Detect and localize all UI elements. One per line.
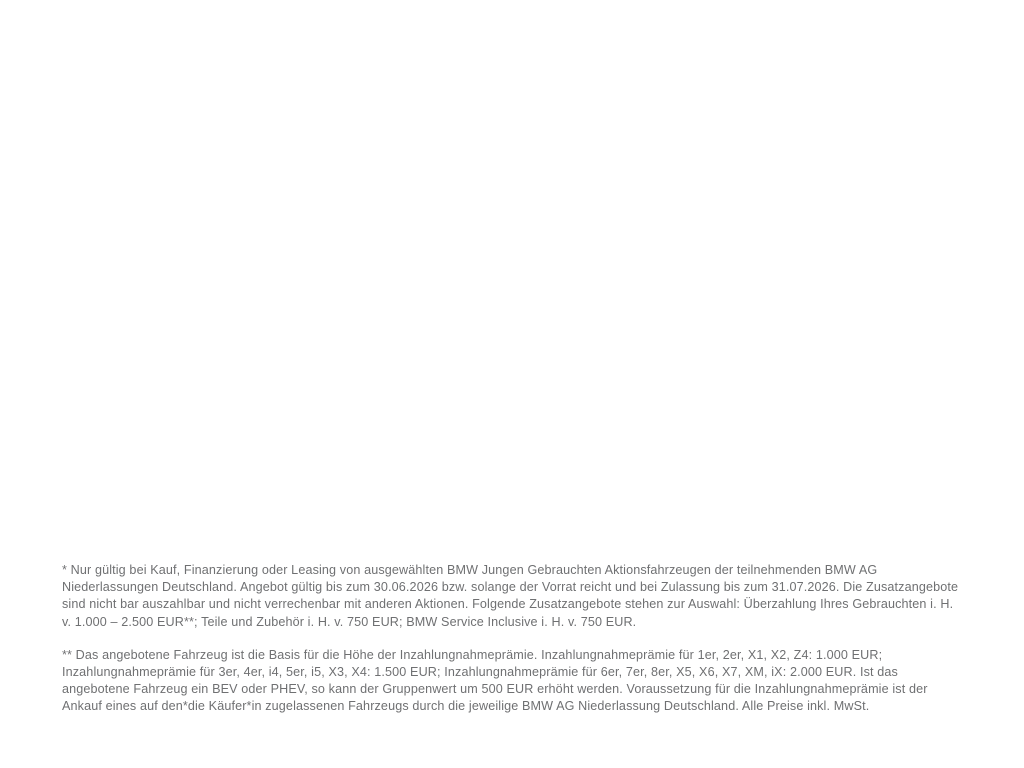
legal-footnote-double-asterisk: ** Das angebotene Fahrzeug ist die Basis für die Höhe der Inzahlungnahmeprämie. Inzahlungnahmeprämie für 1er, 2er, X1, X2, Z4: 1.000 EUR; Inzahlungnahmeprämie für 3er, 4er, i4, 5er, i5, X3, X4: 1.500 EUR; Inzahlungnahmeprämie für 6er, 7er, 8er, X5, X6, X7, XM, iX: 2.000 EUR. Ist das angebotene Fahrzeug ein BEV oder PHEV, so kann der Gruppenwert um 500 EUR erhöht werden. Voraussetzung für die Inzahlungnahmeprämie ist der Ankauf eines auf den*die Käufer*in zugelassenen Fahrzeugs durch die jeweilige BMW AG Niederlassung Deutschland. Alle Preise inkl. MwSt. <box>62 647 931 714</box>
legal-disclaimer-block <box>62 562 964 716</box>
legal-footnote-single-asterisk: * Nur gültig bei Kauf, Finanzierung oder Leasing von ausgewählten BMW Jungen Gebrauchten Aktionsfahrzeugen der teilnehmenden BMW AG Niederlassungen Deutschland. Angebot gültig bis zum 30.06.2026 bzw. solange der Vorrat reicht und bei Zulassung bis zum 31.07.2026. Die Zusatzangebote sind nicht bar auszahlbar und nicht verrechenbar mit anderen Aktionen. Folgende Zusatzangebote stehen zur Auswahl: Überzahlung Ihres Gebrauchten i. H. v. 1.000 – 2.500 EUR**; Teile und Zubehör i. H. v. 750 EUR; BMW Service Inclusive i. H. v. 750 EUR. <box>62 563 962 629</box>
